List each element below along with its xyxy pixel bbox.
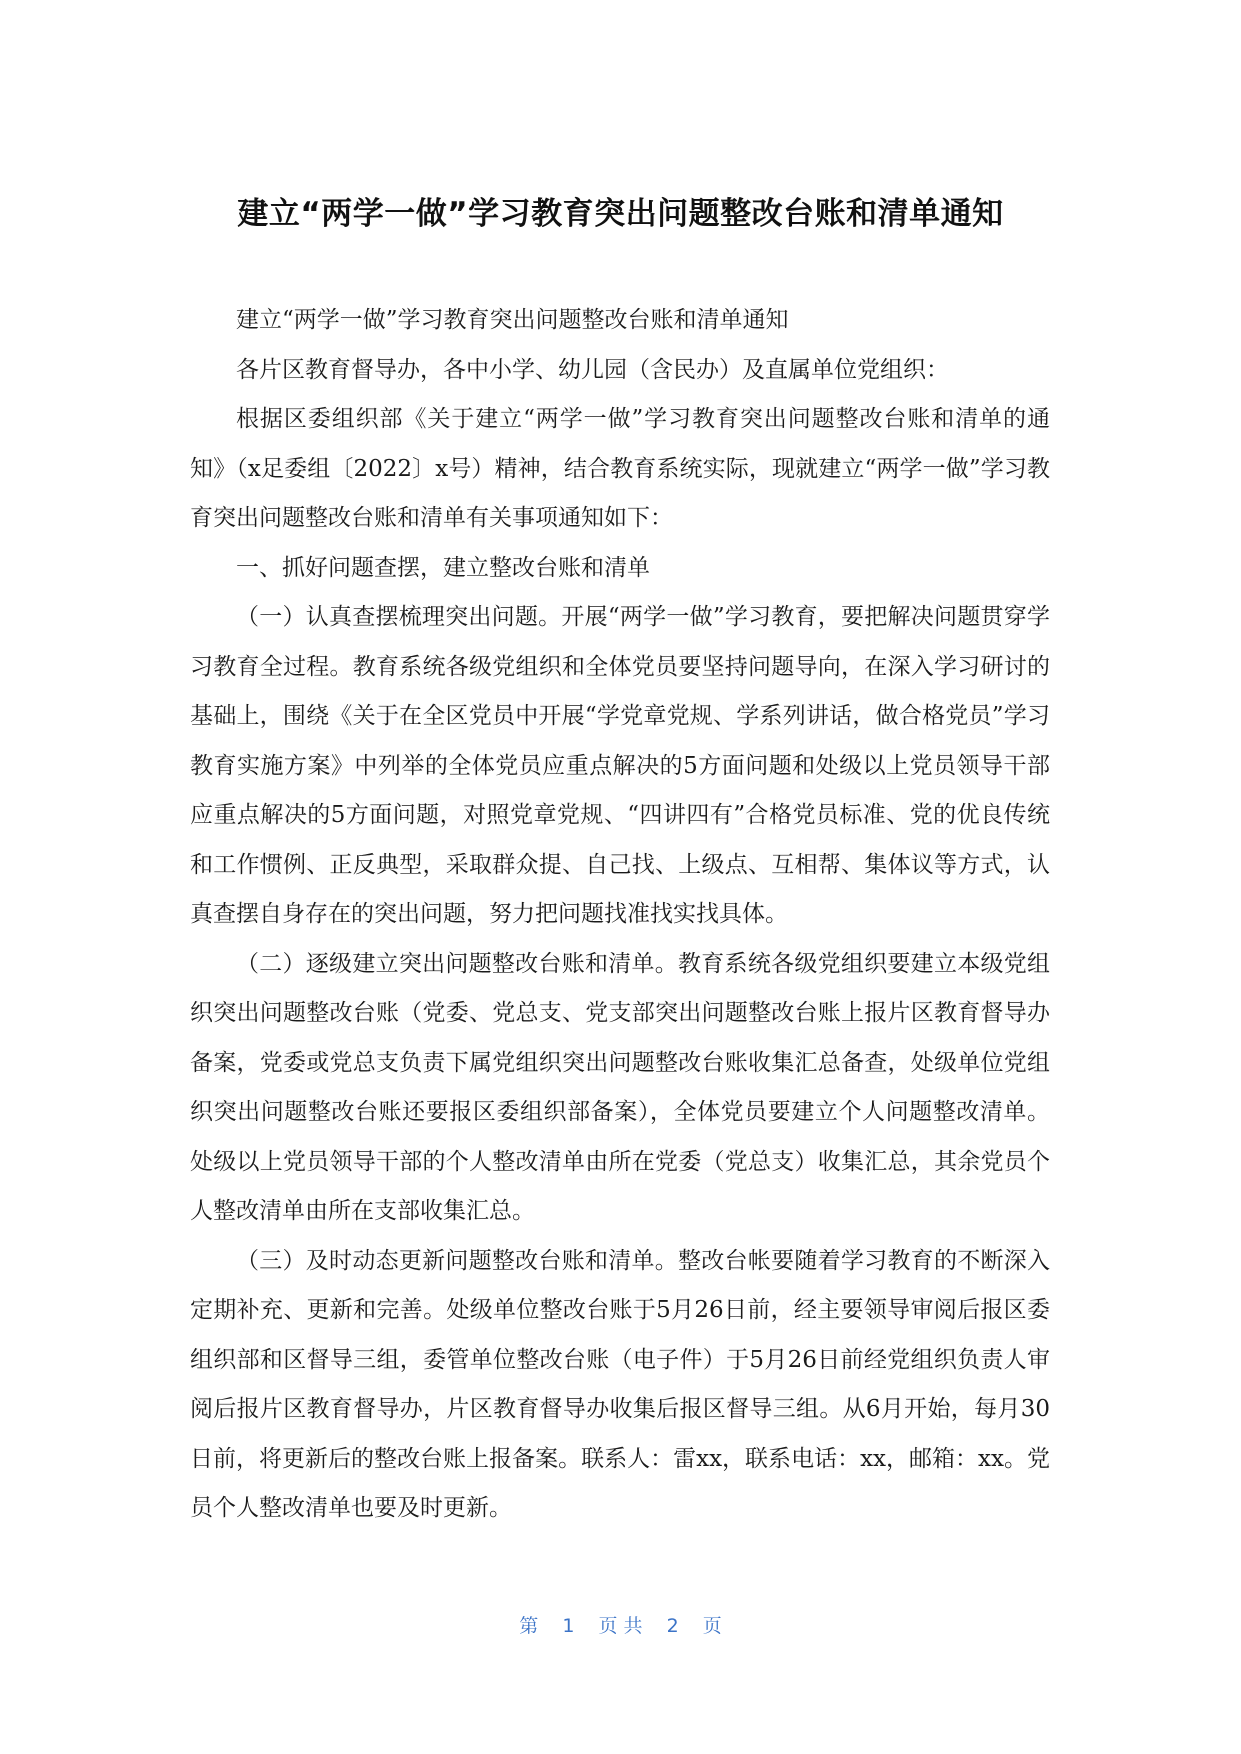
footer-current-page: 1 (562, 1615, 575, 1637)
section-heading-1: 一、抓好问题查摆，建立整改台账和清单 (236, 554, 650, 581)
footer-suffix: 页 (702, 1615, 722, 1637)
document-body (190, 296, 1050, 1534)
footer-total-pages: 2 (666, 1615, 679, 1637)
paragraph-item-2: （二）逐级建立突出问题整改台账和清单。教育系统各级党组织要建立本级党组织突出问题整改台账（党委、党总支、党支部突出问题整改台账上报片区教育督导办备案，党委或党总支负责下属党组织突出问题整改台账收集汇总备查，处级单位党组织突出问题整改台账还要报区委组织部备案），全体党员要建立个人问题整改清单。处级以上党员领导干部的个人整改清单由所在党委（党总支）收集汇总，其余党员个人整改清单由所在支部收集汇总。 (190, 950, 1050, 1224)
page-footer (0, 1611, 1241, 1638)
footer-prefix: 第 (519, 1615, 539, 1637)
paragraph-recipients: 各片区教育督导办，各中小学、幼儿园（含民办）及直属单位党组织： (236, 356, 949, 383)
paragraph-heading-repeat: 建立“两学一做”学习教育突出问题整改台账和清单通知 (236, 307, 789, 333)
footer-middle: 页 共 (598, 1615, 643, 1637)
document-title: 建立“两学一做”学习教育突出问题整改台账和清单通知 (237, 196, 1004, 232)
paragraph-intro: 根据区委组织部《关于建立“两学一做”学习教育突出问题整改台账和清单的通知》（x足委组〔2022〕x号）精神，结合教育系统实际，现就建立“两学一做”学习教育突出问题整改台账和清单有关事项通知如下： (190, 406, 1050, 531)
paragraph-item-3: （三）及时动态更新问题整改台账和清单。整改台帐要随着学习教育的不断深入定期补充、更新和完善。处级单位整改台账于5月26日前，经主要领导审阅后报区委组织部和区督导三组，委管单位整改台账（电子件）于5月26日前经党组织负责人审阅后报片区教育督导办，片区教育督导办收集后报区督导三组。从6月开始，每月30日前，将更新后的整改台账上报备案。联系人：雷xx，联系电话：xx，邮箱：xx。党员个人整改清单也要及时更新。 (190, 1247, 1050, 1521)
paragraph-item-1: （一）认真查摆梳理突出问题。开展“两学一做”学习教育，要把解决问题贯穿学习教育全过程。教育系统各级党组织和全体党员要坚持问题导向，在深入学习研讨的基础上，围绕《关于在全区党员中开展“学党章党规、学系列讲话，做合格党员”学习教育实施方案》中列举的全体党员应重点解决的5方面问题和处级以上党员领导干部应重点解决的5方面问题，对照党章党规、“四讲四有”合格党员标准、党的优良传统和工作惯例、正反典型，采取群众提、自己找、上级点、互相帮、集体议等方式，认真查摆自身存在的突出问题，努力把问题找准找实找具体。 (190, 604, 1050, 927)
